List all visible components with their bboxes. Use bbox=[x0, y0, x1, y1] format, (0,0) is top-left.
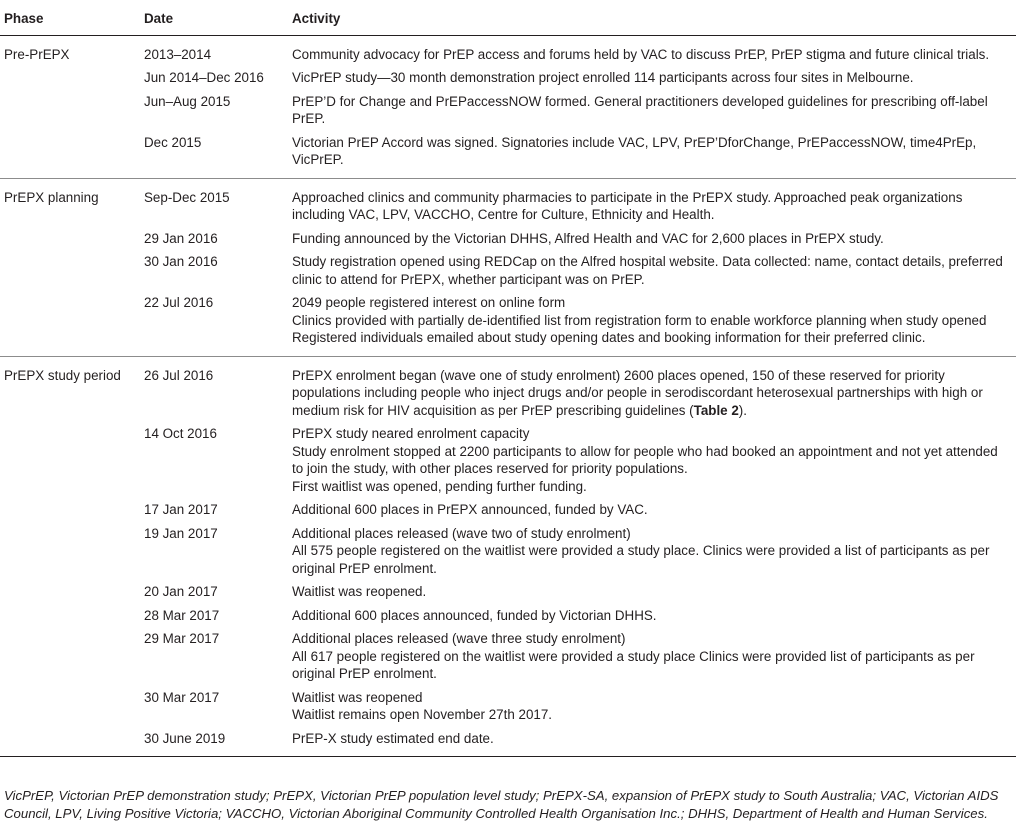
activity-line: VicPrEP study—30 month demonstration project enrolled 114 participants across four sites in Melbourne. bbox=[292, 70, 914, 85]
table-row bbox=[0, 178, 1016, 227]
header-date: Date bbox=[140, 0, 288, 35]
activity-line: Victorian PrEP Accord was signed. Signatories include VAC, LPV, PrEP’DforChange, PrEPaccessNOW, time4PrEp, VicPrEP. bbox=[292, 134, 977, 167]
date-cell: 29 Mar 2017 bbox=[144, 631, 220, 646]
phase-cell: PrEPX planning bbox=[0, 178, 140, 356]
date-cell: 20 Jan 2017 bbox=[144, 584, 218, 599]
activity-cell bbox=[288, 727, 1016, 757]
table-footnote: VicPrEP, Victorian PrEP demonstration study; PrEPX, Victorian PrEP population level study; PrEPX-SA, expansion of PrEPX study to South Australia; VAC, Victorian AIDS Council, LPV, Living Positive Victoria; VACCHO, Victorian Aboriginal Community Controlled Health Organisation Inc.; DHHS, Department of Health and Human Services. bbox=[4, 788, 999, 821]
table-row bbox=[0, 250, 1016, 291]
activity-line: Approached clinics and community pharmacies to participate in the PrEPX study. Approached peak organizations including VAC, LPV, VACCHO, Centre for Culture, Ethnicity and Health. bbox=[292, 189, 963, 222]
header-row bbox=[0, 0, 1016, 35]
date-cell: 17 Jan 2017 bbox=[144, 502, 218, 517]
activity-cell bbox=[288, 356, 1016, 422]
activity-cell bbox=[288, 227, 1016, 251]
table-row bbox=[0, 627, 1016, 686]
activity-cell bbox=[288, 580, 1016, 604]
table-row bbox=[0, 35, 1016, 66]
table-row bbox=[0, 131, 1016, 179]
activity-line: Community advocacy for PrEP access and forums held by VAC to discuss PrEP, PrEP stigma and future clinical trials. bbox=[292, 46, 990, 62]
date-cell: 30 Mar 2017 bbox=[144, 689, 220, 705]
phase-cell: PrEPX study period bbox=[0, 356, 140, 757]
table-reference-link[interactable]: Table 2 bbox=[693, 402, 739, 418]
table-row bbox=[0, 727, 1016, 757]
date-cell: 2013–2014 bbox=[144, 46, 212, 62]
activity-line: Waitlist was reopened. bbox=[292, 584, 427, 599]
activity-cell bbox=[288, 131, 1016, 179]
table-row bbox=[0, 356, 1016, 422]
activity-line: Additional 600 places in PrEPX announced, funded by VAC. bbox=[292, 502, 648, 517]
table-row bbox=[0, 686, 1016, 727]
phase-cell: Pre-PrEPX bbox=[0, 35, 140, 178]
table-row bbox=[0, 291, 1016, 356]
activity-line: Study registration opened using REDCap on the Alfred hospital website. Data collected: name, contact details, preferred clinic to attend for PrEPX, whether participant was on PrEP. bbox=[292, 254, 1003, 287]
table-row bbox=[0, 422, 1016, 498]
activity-line: First waitlist was opened, pending further funding. bbox=[292, 478, 587, 494]
activity-cell bbox=[288, 686, 1016, 727]
activity-line: PrEP-X study estimated end date. bbox=[292, 730, 494, 746]
date-cell: Sep-Dec 2015 bbox=[144, 189, 230, 205]
activity-text-end: ). bbox=[738, 402, 747, 418]
date-cell: 30 June 2019 bbox=[140, 727, 288, 757]
activity-line: Additional 600 places announced, funded by Victorian DHHS. bbox=[292, 607, 657, 623]
date-cell: 19 Jan 2017 bbox=[144, 525, 218, 541]
table-row bbox=[0, 498, 1016, 522]
activity-line: All 617 people registered on the waitlist were provided a study place Clinics were provided list of participants as per original PrEP enrolment. bbox=[292, 648, 975, 681]
activity-line: All 575 people registered on the waitlist were provided a study place. Clinics were provided a list of participants as per original PrEP enrolment. bbox=[292, 543, 990, 576]
date-cell: 30 Jan 2016 bbox=[144, 254, 218, 269]
date-cell: Dec 2015 bbox=[140, 131, 288, 179]
activity-line: Additional places released (wave two of study enrolment) bbox=[292, 525, 631, 541]
header-phase: Phase bbox=[0, 0, 140, 35]
activity-line: Clinics provided with partially de-identified list from registration form to enable workforce planning when study opened bbox=[292, 312, 987, 328]
activity-line: Waitlist was reopened bbox=[292, 689, 423, 705]
activity-cell bbox=[288, 250, 1016, 291]
date-cell: 26 Jul 2016 bbox=[144, 367, 214, 383]
date-cell: 14 Oct 2016 bbox=[144, 426, 217, 441]
date-cell: 22 Jul 2016 bbox=[140, 291, 288, 356]
date-cell: 29 Jan 2016 bbox=[144, 230, 218, 246]
activity-cell bbox=[288, 498, 1016, 522]
activity-cell bbox=[288, 90, 1016, 131]
table-row bbox=[0, 227, 1016, 251]
activity-cell bbox=[288, 178, 1016, 227]
activity-cell bbox=[288, 35, 1016, 66]
activity-line: PrEP’D for Change and PrEPaccessNOW formed. General practitioners developed guidelines for prescribing off-label PrEP. bbox=[292, 93, 988, 126]
activity-cell bbox=[288, 66, 1016, 90]
activity-cell bbox=[288, 522, 1016, 581]
table-row bbox=[0, 522, 1016, 581]
header-activity: Activity bbox=[288, 0, 1016, 35]
activity-line-with-ref bbox=[292, 367, 1012, 420]
activity-line: Additional places released (wave three study enrolment) bbox=[292, 631, 626, 646]
activity-cell bbox=[288, 291, 1016, 356]
table-row bbox=[0, 580, 1016, 604]
table-row bbox=[0, 604, 1016, 628]
date-cell: 28 Mar 2017 bbox=[144, 607, 220, 623]
activity-line: Waitlist remains open November 27th 2017. bbox=[292, 707, 553, 722]
activity-line: Registered individuals emailed about study opening dates and booking information for their preferred clinic. bbox=[292, 330, 926, 345]
table-row bbox=[0, 90, 1016, 131]
date-cell: Jun–Aug 2015 bbox=[144, 93, 231, 109]
table-row bbox=[0, 66, 1016, 90]
activity-cell bbox=[288, 422, 1016, 498]
activity-line: 2049 people registered interest on online form bbox=[292, 295, 566, 310]
activity-cell bbox=[288, 604, 1016, 628]
date-cell: Jun 2014–Dec 2016 bbox=[144, 70, 264, 85]
activity-line: Funding announced by the Victorian DHHS, Alfred Health and VAC for 2,600 places in PrEPX study. bbox=[292, 230, 884, 246]
table-body bbox=[0, 35, 1016, 757]
activity-cell bbox=[288, 627, 1016, 686]
activity-line: Study enrolment stopped at 2200 participants to allow for people who had booked an appointment and not yet attended to join the study, with other places reserved for priority populations. bbox=[292, 443, 998, 476]
activity-text: PrEPX enrolment began (wave one of study enrolment) 2600 places opened, 150 of these reserved for priority populations including people who inject drugs and/or people in serodiscordant heterosexual partnerships with high or medium risk for HIV acquisition as per PrEP prescribing guidelines ( bbox=[292, 367, 983, 418]
activity-line: PrEPX study neared enrolment capacity bbox=[292, 426, 530, 441]
